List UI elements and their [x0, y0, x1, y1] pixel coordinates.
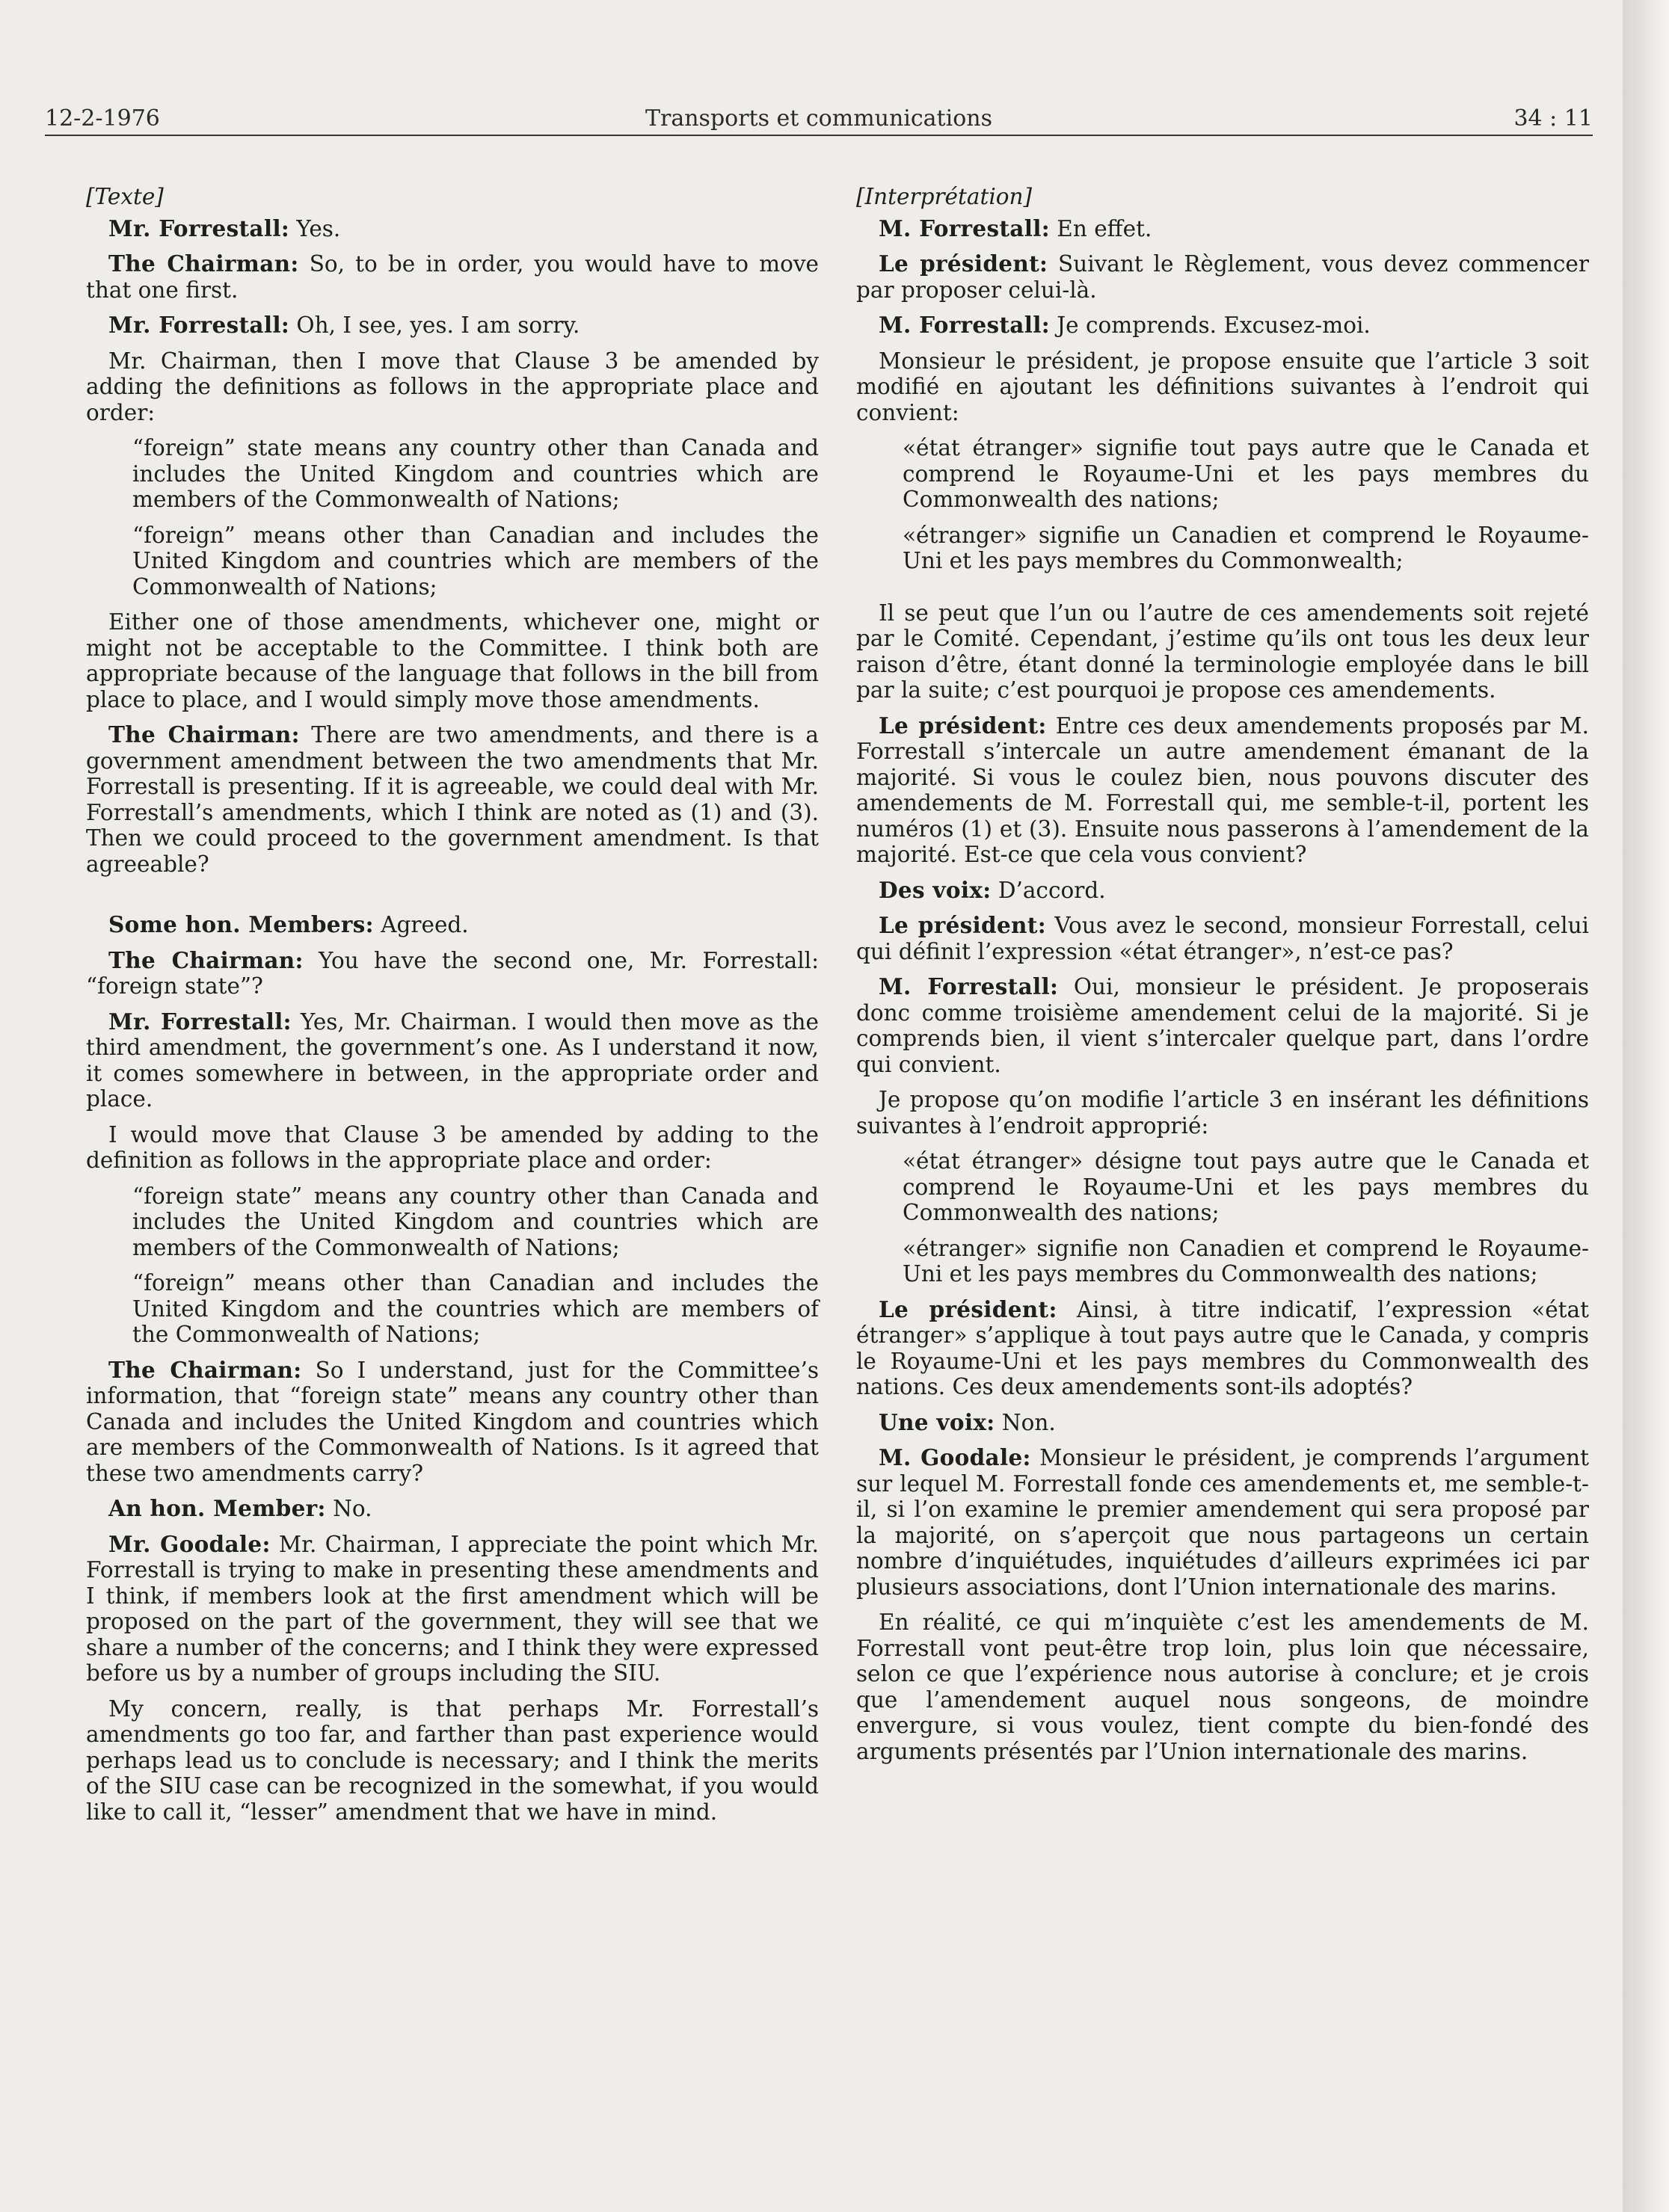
paragraph: [86, 251, 819, 303]
paragraph: [86, 948, 819, 999]
paragraph: [856, 1445, 1589, 1600]
speaker: M. Goodale:: [879, 1444, 1031, 1470]
english-column: [86, 184, 819, 1834]
speaker: An hon. Member:: [108, 1495, 326, 1521]
paragraph: Mr. Chairman, then I move that Clause 3 be amended by adding the definitions as follows in the appropriate place and order:: [86, 348, 819, 425]
speaker: M. Forrestall:: [879, 215, 1050, 241]
speaker: M. Forrestall:: [879, 973, 1059, 999]
speaker: The Chairman:: [108, 1356, 302, 1383]
paragraph: [86, 1532, 819, 1686]
paragraph: [856, 913, 1589, 964]
definition-quote: “foreign” state means any country other than Canada and includes the United Kingdom and countries which are members of the Commonwealth of Nations;: [132, 435, 819, 512]
paragraph: [856, 312, 1589, 339]
paragraph: Either one of those amendments, whichever one, might or might not be acceptable to the Committee. I think both are appropriate because of the language that follows in the bill from place to place, and I would simply move those amendments.: [86, 609, 819, 712]
speech: D’accord.: [991, 877, 1106, 903]
language-label: [Texte]: [86, 184, 164, 209]
speech: En effet.: [1049, 215, 1152, 241]
paragraph: Je propose qu’on modifie l’article 3 en insérant les définitions suivantes à l’endroit approprié:: [856, 1087, 1589, 1139]
paragraph: Il se peut que l’un ou l’autre de ces amendements soit rejeté par le Comité. Cependant, j’estime qu’ils ont tous les deux leur raison d’être, étant donné la terminologie employée dans le bill par la suite; c’est pourquoi je propose ces amendements.: [856, 600, 1589, 703]
header-title: Transports et communications: [645, 105, 992, 132]
paragraph: [856, 713, 1589, 868]
speech: Mr. Chairman, I appreciate the point which Mr. Forrestall is trying to make in presenting these amendments and I think, if members look at the first amendment which will be proposed on the part of the government, they will see that we share a number of the concerns; and I think they were expressed before us by a number of groups including the SIU.: [86, 1531, 820, 1686]
speech: Monsieur le président, je comprends l’argument sur lequel M. Forrestall fonde ces amendements et, me semble-t-il, si l’on examine le premier amendement qui sera proposé par la majorité, on s’aperçoit que nous partageons un certain nombre d’inquiétudes, inquiétudes d’ailleurs exprimées ici par plusieurs associations, dont l’Union internationale des marins.: [856, 1445, 1589, 1600]
speaker: Mr. Goodale:: [108, 1530, 271, 1557]
speech: Yes, Mr. Chairman. I would then move as the third amendment, the government’s one. As I understand it now, it comes somewhere in between, in the appropriate order and place.: [86, 1008, 820, 1112]
definition-quote: “foreign” means other than Canadian and includes the United Kingdom and the countries which are members of the Commonwealth of Nations;: [132, 1270, 819, 1347]
header-rule: [45, 135, 1593, 136]
definition-quote: «étranger» signifie non Canadien et comprend le Royaume-Uni et les pays membres du Commonwealth des nations;: [903, 1235, 1589, 1287]
paragraph: [86, 1496, 819, 1522]
page-edge-shadow: [1623, 0, 1669, 2212]
paragraph: En réalité, ce qui m’inquiète c’est les amendements de M. Forrestall vont peut-être trop loin, plus loin que nécessaire, selon ce que l’expérience nous autorise à conclure; et je crois que l’amendement auquel nous songeons, de moindre envergure, si vous voulez, tient compte du bien-fondé des arguments présentés par l’Union internationale des marins.: [856, 1609, 1589, 1764]
speech: Suivant le Règlement, vous devez commencer par proposer celui-là.: [856, 251, 1589, 303]
speaker: Mr. Forrestall:: [108, 312, 290, 338]
speaker: Le président:: [879, 250, 1048, 277]
header-date: 12-2-1976: [45, 105, 160, 132]
speech: Oh, I see, yes. I am sorry.: [289, 312, 580, 338]
paragraph: [856, 974, 1589, 1077]
speaker: The Chairman:: [108, 250, 299, 277]
speech: Entre ces deux amendements proposés par M. Forrestall s’intercale un autre amendement émanant de la majorité. Si vous le coulez bien, nous pouvons discuter des amendements de M. Forrestall qui, me semble-t-il, portent les numéros (1) et (3). Ensuite nous passerons à l’amendement de la majorité. Est-ce que cela vous convient?: [856, 712, 1589, 867]
paragraph: [86, 216, 819, 242]
paragraph: [856, 216, 1589, 242]
speaker: Mr. Forrestall:: [108, 215, 290, 241]
speaker: M. Forrestall:: [879, 312, 1050, 338]
definition-quote: “foreign” means other than Canadian and includes the United Kingdom and countries which are members of the Commonwealth of Nations;: [132, 522, 819, 600]
speech: There are two amendments, and there is a government amendment between the two amendments that Mr. Forrestall is presenting. If it is agreeable, we could deal with Mr. Forrestall’s amendments, which I think are noted as (1) and (3). Then we could proceed to the government amendment. Is that agreeable?: [86, 722, 819, 877]
speaker: Le président:: [879, 1296, 1057, 1322]
paragraph: I would move that Clause 3 be amended by adding to the definition as follows in the appropriate place and order:: [86, 1121, 819, 1173]
header-page-number: 34 : 11: [1513, 105, 1593, 132]
speech: Je comprends. Excusez-moi.: [1049, 312, 1371, 338]
paragraph: [86, 1358, 819, 1487]
definition-quote: «état étranger» signifie tout pays autre que le Canada et comprend le Royaume-Uni et les pays membres du Commonwealth des nations;: [903, 435, 1589, 512]
paragraph: [86, 912, 819, 938]
language-label: [Interprétation]: [856, 184, 1033, 209]
speaker: Some hon. Members:: [108, 911, 374, 937]
paragraph: [856, 251, 1589, 303]
definition-quote: «étranger» signifie un Canadien et comprend le Royaume-Uni et les pays membres du Commonwealth;: [903, 522, 1589, 573]
paragraph: My concern, really, is that perhaps Mr. Forrestall’s amendments go too far, and farther than past experience would perhaps lead us to conclude is necessary; and I think the merits of the SIU case can be recognized in the somewhat, if you would like to call it, “lesser” amendment that we have in mind.: [86, 1695, 819, 1825]
speaker: Le président:: [879, 912, 1046, 938]
speaker: Le président:: [879, 712, 1047, 739]
speaker: The Chairman:: [108, 946, 304, 973]
speech: Oui, monsieur le président. Je proposerais donc comme troisième amendement celui de la majorité. Si je comprends bien, il vient s’intercaler quelque part, dans l’ordre qui convient.: [856, 974, 1589, 1077]
paragraph: [856, 878, 1589, 904]
paragraph: [856, 1297, 1589, 1400]
paragraph: [86, 722, 819, 877]
speaker: Une voix:: [879, 1408, 995, 1435]
speaker: The Chairman:: [108, 721, 300, 748]
speech: Yes.: [289, 215, 341, 241]
speaker: Des voix:: [879, 876, 992, 903]
speech: So I understand, just for the Committee’s information, that “foreign state” means any country other than Canada and includes the United Kingdom and countries which are members of the Commonwealth of Nations. Is it agreed that these two amendments carry?: [86, 1357, 820, 1486]
speech: So, to be in order, you would have to move that one first.: [86, 251, 819, 303]
speech: Ainsi, à titre indicatif, l’expression «état étranger» s’applique à tout pays autre que le Canada, y compris le Royaume-Uni et les pays membres du Commonwealth des nations. Ces deux amendements sont-ils adoptés?: [856, 1296, 1589, 1399]
speech: Agreed.: [373, 912, 469, 937]
speech: Non.: [995, 1409, 1056, 1435]
speech: No.: [325, 1496, 372, 1521]
running-header: [45, 102, 1593, 136]
speaker: Mr. Forrestall:: [108, 1008, 292, 1035]
speech: You have the second one, Mr. Forrestall: “foreign state”?: [86, 947, 820, 999]
definition-quote: “foreign state” means any country other than Canada and includes the United Kingdom and countries which are members of the Commonwealth of Nations;: [132, 1183, 819, 1260]
speech: Vous avez le second, monsieur Forrestall, celui qui définit l’expression «état étranger», n’est-ce pas?: [856, 913, 1589, 964]
paragraph: [86, 312, 819, 339]
paragraph: [86, 1009, 819, 1112]
paragraph: [856, 1410, 1589, 1436]
definition-quote: «état étranger» désigne tout pays autre que le Canada et comprend le Royaume-Uni et les pays membres du Commonwealth des nations;: [903, 1148, 1589, 1225]
paragraph: Monsieur le président, je propose ensuite que l’article 3 soit modifié en ajoutant les définitions suivantes à l’endroit qui convient:: [856, 348, 1589, 425]
french-column: [856, 184, 1589, 1774]
